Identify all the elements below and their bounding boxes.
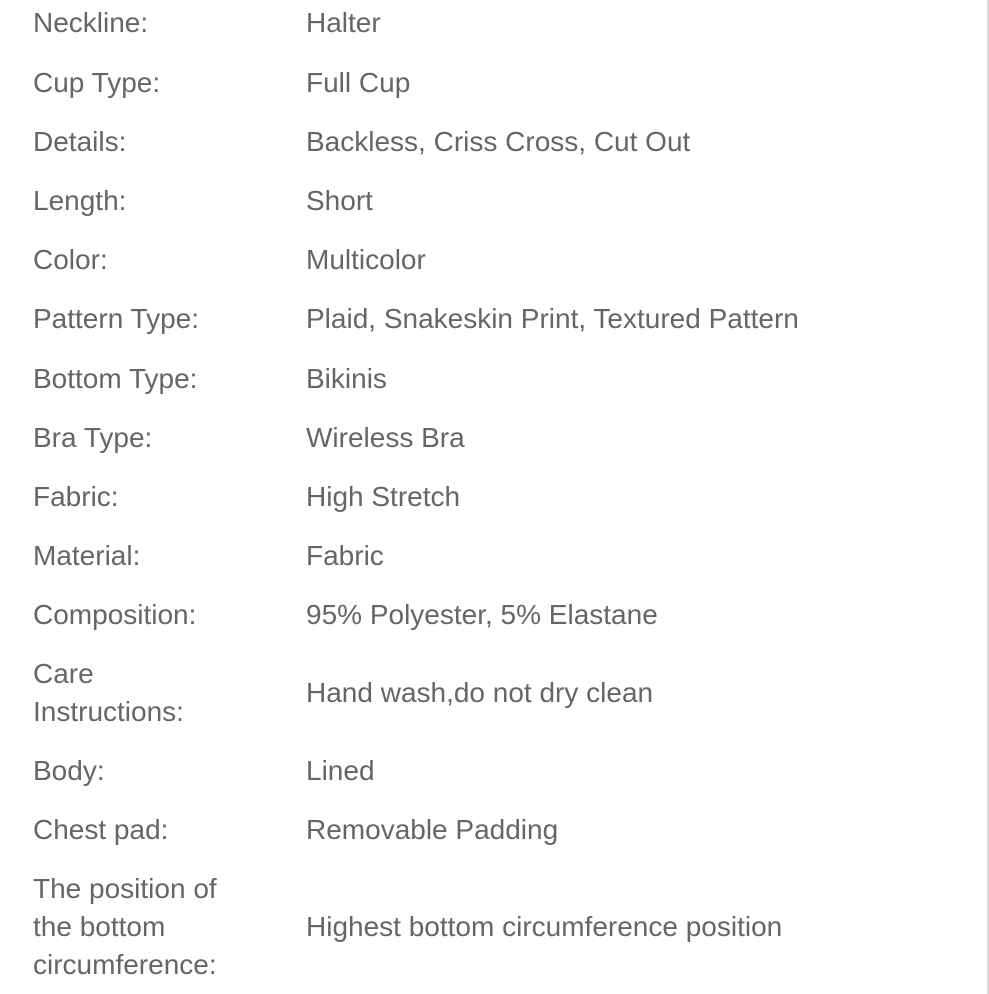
spec-row-material	[0, 537, 985, 575]
spec-value: Removable Padding	[306, 814, 559, 845]
spec-label: Composition:	[33, 599, 197, 630]
spec-label: Fabric:	[33, 481, 119, 512]
spec-value: Plaid, Snakeskin Print, Textured Pattern	[306, 303, 799, 334]
spec-row-bottom-circumference	[0, 870, 985, 984]
spec-value: Wireless Bra	[306, 422, 465, 453]
spec-value: High Stretch	[306, 481, 461, 512]
spec-row-fabric	[0, 478, 985, 516]
spec-row-cup-type	[0, 64, 985, 102]
spec-value: 95% Polyester, 5% Elastane	[306, 599, 658, 630]
spec-value: Short	[306, 185, 373, 216]
spec-row-composition	[0, 596, 985, 634]
spec-row-body	[0, 752, 985, 790]
spec-label: Neckline:	[33, 7, 149, 38]
spec-label: Bottom Type:	[33, 363, 198, 394]
spec-value: Full Cup	[306, 67, 411, 98]
spec-label: Chest pad:	[33, 814, 169, 845]
spec-row-length	[0, 182, 985, 220]
spec-label: Color:	[33, 244, 108, 275]
spec-value: Lined	[306, 755, 375, 786]
spec-value: Multicolor	[306, 244, 426, 275]
spec-label: Details:	[33, 126, 127, 157]
spec-value: Hand wash,do not dry clean	[306, 677, 654, 708]
spec-row-details	[0, 123, 985, 161]
spec-label: Body:	[33, 755, 105, 786]
spec-label: Care Instructions:	[33, 658, 184, 727]
spec-value: Backless, Criss Cross, Cut Out	[306, 126, 691, 157]
spec-label: Material:	[33, 540, 141, 571]
spec-label: The position of the bottom circumference:	[33, 873, 217, 980]
spec-value: Bikinis	[306, 363, 387, 394]
spec-row-color	[0, 241, 985, 279]
spec-row-care-instructions	[0, 655, 985, 731]
spec-value: Fabric	[306, 540, 384, 571]
spec-row-pattern-type	[0, 300, 985, 338]
spec-label: Bra Type:	[33, 422, 153, 453]
spec-label: Pattern Type:	[33, 303, 200, 334]
spec-row-bra-type	[0, 419, 985, 457]
spec-label: Cup Type:	[33, 67, 161, 98]
spec-label: Length:	[33, 185, 127, 216]
spec-value: Highest bottom circumference position	[306, 911, 783, 942]
spec-row-chest-pad	[0, 811, 985, 849]
spec-row-bottom-type	[0, 360, 985, 398]
spec-row-neckline	[0, 4, 985, 42]
spec-value: Halter	[306, 7, 381, 38]
